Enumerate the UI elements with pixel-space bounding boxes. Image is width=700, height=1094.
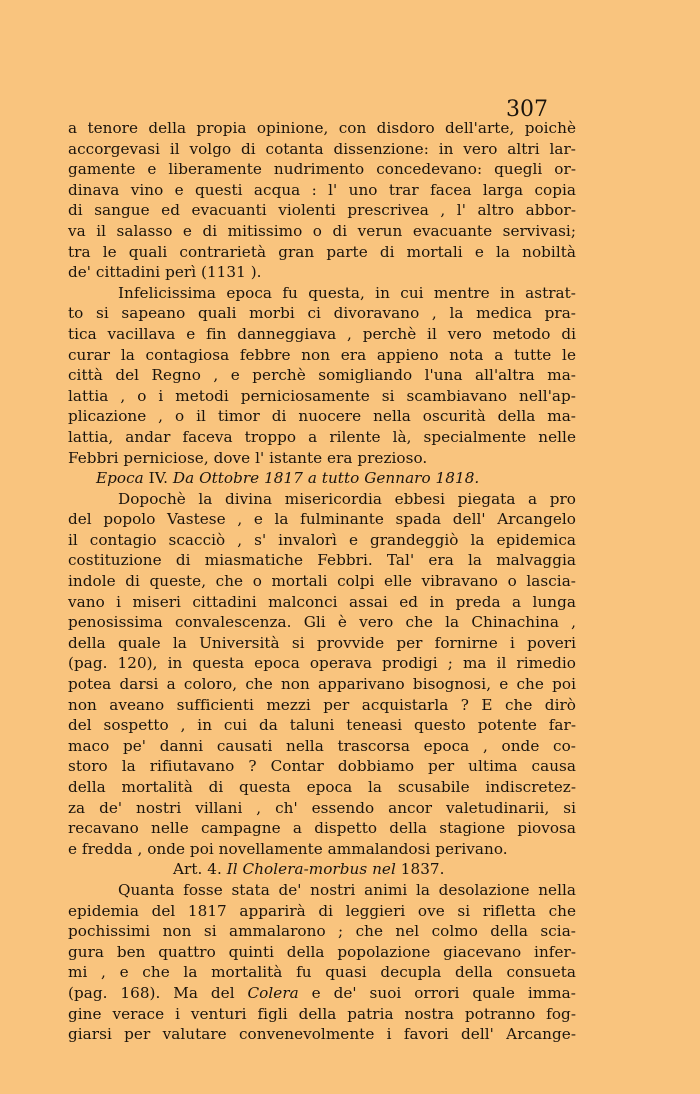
heading-art-nel: nel (372, 860, 396, 879)
text-line: epidemia del 1817 apparirà di leggieri ove si rifletta che (68, 901, 576, 920)
text-line: accorgevasi il volgo di cotanta dissenzione: in vero altri lar- (68, 139, 576, 158)
text-line (68, 983, 576, 1004)
text-line: città del Regno , e perchè somigliando l'una all'altra ma- (68, 366, 576, 385)
text-line: dinava vino e questi acqua : l' uno trar facea larga copia (68, 180, 576, 199)
text-line: Infelicissima epoca fu questa, in cui mentre in astrat- (118, 283, 576, 302)
text-line: della mortalità di questa epoca la scusabile indiscretez- (68, 778, 576, 796)
heading-art-label: Art. 4. (173, 860, 222, 879)
text-line: de' cittadini perì (1131 ). (68, 263, 262, 282)
text-line: tica vacillava e fin danneggiava , perchè il vero metodo di (68, 324, 576, 343)
text-line: lattia, andar faceva troppo a rilente là, specialmente nelle (68, 427, 576, 446)
text-line: to si sapeano quali morbi ci divoravano , la medica pra- (68, 304, 576, 323)
text-segment: e de' suoi orrori quale imma- (311, 983, 576, 1002)
text-line: Quanta fosse stata de' nostri animi la desolazione nella (118, 880, 576, 899)
text-segment: (pag. 168). Ma del (68, 983, 235, 1002)
text-line: penosissima convalescenza. Gli è vero che la Chinachina , (68, 613, 576, 632)
section-heading-article (68, 859, 576, 880)
text-line: recavano nelle campagne a dispetto della stagione piovosa (68, 819, 576, 838)
text-line: Febbri perniciose, dove l' istante era prezioso. (68, 448, 428, 467)
heading-epoca-da: Da (172, 469, 195, 488)
text-line: potea darsi a coloro, che non apparivano bisognosi, e che poi (68, 675, 576, 694)
page-number: 307 (506, 97, 548, 122)
text-line: del popolo Vastese , e la fulminante spada dell' Arcangelo (68, 510, 576, 529)
text-line: giarsi per valutare convenevolmente i favori dell' Arcange- (68, 1025, 576, 1044)
text-line: il contagio scacciò , s' invalorì e grandeggiò la epidemica (68, 530, 576, 549)
heading-epoca-a-tutto: a tutto (307, 469, 360, 488)
text-line: non aveano sufficienti mezzi per acquistarla ? E che dirò (68, 695, 576, 714)
heading-epoca-date-to: Gennaro 1818. (364, 469, 480, 488)
heading-art-title: Il Cholera-morbus (226, 860, 368, 879)
heading-epoca-label: Epoca (96, 469, 144, 488)
text-line: costituzione di miasmatiche Febbri. Tal' era la malvaggia (68, 551, 576, 570)
text-line: za de' nostri villani , ch' essendo ancor valetudinarii, si (68, 798, 576, 817)
text-line: gamente e liberamente nudrimento concedevano: quegli or- (68, 160, 576, 179)
colera-word: Colera (247, 983, 299, 1002)
heading-epoca-number: IV. (148, 469, 168, 488)
page-text (68, 118, 576, 1045)
heading-epoca-date-from: Ottobre 1817 (199, 469, 303, 488)
text-line: della quale la Università si provvide per fornirne i poveri (68, 633, 576, 652)
text-line: pochissimi non si ammalarono ; che nel colmo della scia- (68, 922, 576, 941)
text-line: va il salasso e di mitissimo o di verun evacuante servivasi; (68, 221, 576, 240)
text-line: storo la rifiutavano ? Contar dobbiamo per ultima causa (68, 757, 576, 776)
text-line: gine verace i venturi figli della patria nostra potranno fog- (68, 1004, 576, 1023)
text-line: di sangue ed evacuanti violenti prescrivea , l' altro abbor- (68, 201, 576, 220)
text-line: mi , e che la mortalità fu quasi decupla della consueta (68, 963, 576, 982)
section-heading-epoca (68, 468, 576, 489)
heading-art-year: 1837. (400, 860, 445, 879)
text-line: tra le quali contrarietà gran parte di mortali e la nobiltà (68, 242, 576, 261)
text-line: a tenore della propia opinione, con disdoro dell'arte, poichè (68, 119, 576, 137)
text-line: curar la contagiosa febbre non era appieno nota a tutte le (68, 345, 576, 364)
text-line: Dopochè la divina misericordia ebbesi piegata a pro (118, 489, 576, 508)
text-line: indole di queste, che o mortali colpi elle vibravano o lascia- (68, 572, 576, 591)
text-line: maco pe' danni causati nella trascorsa epoca , onde co- (68, 736, 576, 755)
text-line: plicazione , o il timor di nuocere nella oscurità della ma- (68, 407, 576, 426)
text-line: del sospetto , in cui da taluni teneasi questo potente far- (68, 716, 576, 735)
text-line: lattia , o i metodi perniciosamente si scambiavano nell'ap- (68, 386, 576, 405)
text-line: e fredda , onde poi novellamente ammalandosi perivano. (68, 839, 508, 858)
text-line: (pag. 120), in questa epoca operava prodigi ; ma il rimedio (68, 654, 576, 673)
text-line: vano i miseri cittadini malconci assai ed in preda a lunga (68, 592, 576, 611)
text-line: gura ben quattro quinti della popolazione giacevano infer- (68, 942, 576, 961)
